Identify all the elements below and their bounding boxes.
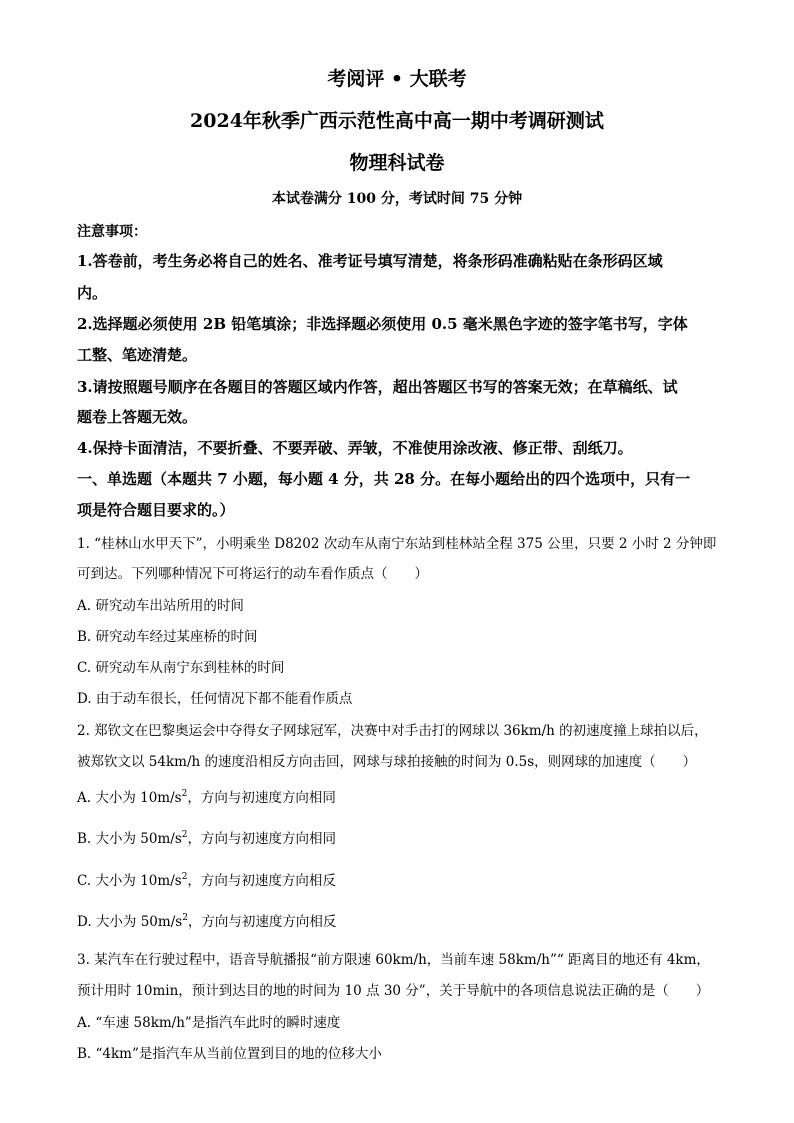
q3-option-b: B. “4km”是指汽车从当前位置到目的地的位移大小 (77, 1046, 382, 1062)
unit-exponent: 2 (181, 872, 188, 882)
q3-option-a: A. “车速 58km/h”是指汽车此时的瞬时速度 (77, 1015, 341, 1031)
q2-option-a (77, 786, 336, 806)
q2-option-d-value: D. 大小为 50m/s (77, 914, 183, 930)
q1-stem: 1. “桂林山水甲天下”，小明乘坐 D8202 次动车从南宁东站到桂林站全程 375 公里，只要 2 小时 2 分钟即 (77, 536, 717, 552)
q1-option-c: C. 研究动车从南宁东到桂林的时间 (77, 660, 285, 676)
q2-option-a-value: A. 大小为 10m/s (77, 790, 182, 806)
q2-option-c-value: C. 大小为 10m/s (77, 873, 182, 889)
q3-stem: 3. 某汽车在行驶过程中，语音导航播报“前方限速 60km/h，当前车速 58km/h”“ 距离目的地还有 4km， (77, 952, 710, 968)
notice-item-1-cont: 内。 (77, 284, 108, 302)
q2-option-c-direction: ，方向与初速度方向相反 (187, 873, 336, 889)
q2-option-d-direction: ，方向与初速度方向相反 (187, 914, 337, 930)
notice-heading: 注意事项： (77, 224, 147, 240)
unit-exponent: 2 (181, 830, 188, 840)
q2-option-c (77, 869, 336, 889)
unit-exponent: 2 (182, 913, 188, 923)
notice-item-2: 2.选择题必须使用 2B 铅笔填涂；非选择题必须使用 0.5 毫米黑色字迹的签字笔书写，字体 (77, 315, 688, 333)
notice-item-1: 1.答卷前，考生务必将自己的姓名、准考证号填写清楚，将条形码准确粘贴在条形码区域 (77, 252, 663, 270)
q2-option-b-direction: ，方向与初速度方向相同 (187, 831, 336, 847)
unit-exponent: 2 (181, 789, 188, 799)
q2-option-b-value: B. 大小为 50m/s (77, 831, 182, 847)
notice-item-3: 3.请按照题号顺序在各题目的答题区域内作答，超出答题区书写的答案无效；在草稿纸、试 (77, 378, 678, 396)
q1-stem-cont: 可到达。下列哪种情况下可将运行的动车看作质点（ ） (77, 566, 428, 582)
q1-option-b: B. 研究动车经过某座桥的时间 (77, 629, 258, 645)
q2-option-b (77, 827, 336, 847)
notice-item-2-cont: 工整、笔迹清楚。 (77, 346, 198, 364)
section-heading: 一、单选题（本题共 7 小题，每小题 4 分，共 28 分。在每小题给出的四个选项中，只有一 (77, 470, 691, 488)
q1-option-a: A. 研究动车出站所用的时间 (77, 598, 244, 614)
section-heading-cont: 项是符合题目要求的。） (77, 501, 235, 519)
q1-option-d: D. 由于动车很长，任何情况下都不能看作质点 (77, 691, 353, 707)
exam-title: 2024年秋季广西示范性高中高一期中考调研测试 (190, 110, 604, 132)
q3-stem-cont: 预计用时 10min，预计到达目的地的时间为 10 点 30 分”，关于导航中的各项信息说法正确的是（ ） (77, 983, 710, 999)
exam-series-title: 考阅评 • 大联考 (327, 68, 467, 90)
q2-option-a-direction: ，方向与初速度方向相同 (187, 790, 336, 806)
q2-option-d (77, 910, 336, 930)
subject-title: 物理科试卷 (349, 152, 445, 174)
notice-item-4: 4.保持卡面清洁，不要折叠、不要弄破、弄皱，不准使用涂改液、修正带、刮纸刀。 (77, 439, 633, 457)
q2-stem: 2. 郑钦文在巴黎奥运会中夺得女子网球冠军，决赛中对手击打的网球以 36km/h 的初速度撞上球拍以后， (77, 723, 708, 739)
notice-item-3-cont: 题卷上答题无效。 (77, 408, 198, 426)
q2-stem-cont: 被郑钦文以 54km/h 的速度沿相反方向击回，网球与球拍接触的时间为 0.5s，则网球的加速度（ ） (77, 754, 697, 770)
exam-info: 本试卷满分 100 分，考试时间 75 分钟 (271, 191, 523, 207)
